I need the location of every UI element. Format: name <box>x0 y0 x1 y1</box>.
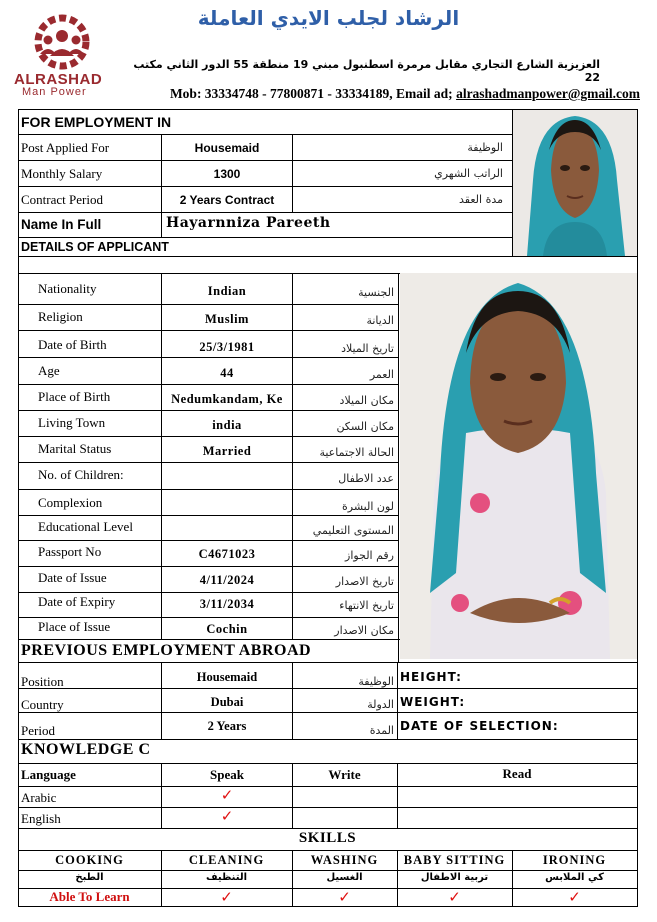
prev-country-value: Dubai <box>210 695 244 709</box>
applicant-label: Marital Status <box>38 441 112 456</box>
skill-check: ✓ <box>568 888 581 906</box>
applicant-value: 44 <box>220 366 234 380</box>
grid-line <box>161 212 162 237</box>
applicant-label-ar: مكان الاصدار <box>334 624 394 637</box>
grid-line <box>18 906 638 907</box>
prev-period-label: Period <box>21 723 55 738</box>
prev-country-ar: الدولة <box>367 698 394 711</box>
skill-check: ✓ <box>448 888 461 906</box>
skills-heading: SKILLS <box>298 830 357 846</box>
applicant-label: Age <box>38 363 60 378</box>
applicant-label-ar: الديانة <box>366 314 394 327</box>
applicant-label: No. of Children: <box>38 467 124 482</box>
skill-check: ✓ <box>338 888 351 906</box>
applicant-photo-small <box>513 110 637 256</box>
grid-line <box>18 850 638 851</box>
applicant-value: 3/11/2034 <box>199 597 255 611</box>
grid-line <box>18 436 398 437</box>
grid-line <box>18 617 398 618</box>
monthly-salary-value: 1300 <box>213 167 241 181</box>
grid-line <box>292 662 293 739</box>
skill-column-header: CLEANING <box>188 853 265 867</box>
applicant-label: Complexion <box>38 495 103 510</box>
skill-column-header: WASHING <box>310 853 379 867</box>
name-in-full-label: Name In Full <box>21 217 102 232</box>
applicant-label-ar: مكان السكن <box>336 420 394 433</box>
applicant-label: Living Town <box>38 415 106 430</box>
applicant-heading: DETAILS OF APPLICANT <box>21 240 169 254</box>
weight-label: WEIGHT: <box>400 695 466 709</box>
grid-line <box>18 515 398 516</box>
prev-country-label: Country <box>21 697 64 712</box>
grid-line <box>18 807 638 808</box>
applicant-value: india <box>212 418 242 432</box>
applicant-label-ar: العمر <box>369 368 394 381</box>
grid-line <box>18 662 638 663</box>
applicant-label: Place of Birth <box>38 389 111 404</box>
applicant-label: Passport No <box>38 544 102 559</box>
company-title-arabic: الرشاد لجلب الايدي العاملة <box>197 6 460 30</box>
post-applied-ar: الوظيفة <box>467 141 503 154</box>
col-write: Write <box>328 767 361 782</box>
grid-line <box>18 763 638 764</box>
applicant-label-ar: المستوى التعليمي <box>312 524 394 537</box>
employment-heading: FOR EMPLOYMENT IN <box>21 114 172 130</box>
grid-line <box>292 134 293 212</box>
applicant-label: Date of Birth <box>38 337 107 352</box>
grid-line <box>18 212 512 213</box>
prev-position-label: Position <box>21 674 64 689</box>
skill-column-header: BABY SITTING <box>403 853 506 867</box>
post-applied-label: Post Applied For <box>21 140 110 155</box>
applicant-value: 4/11/2024 <box>199 573 255 587</box>
skill-column-header-ar: الغسيل <box>326 872 363 883</box>
contract-period-label: Contract Period <box>21 192 103 207</box>
applicant-label: Religion <box>38 309 83 324</box>
cooking-value: Able To Learn <box>49 889 130 904</box>
logo-subtitle: Man Power <box>22 86 87 98</box>
skill-column-header: COOKING <box>55 853 124 867</box>
english-speak-check: ✓ <box>220 807 234 825</box>
applicant-value: Indian <box>207 284 247 298</box>
arabic-speak-check: ✓ <box>220 786 234 804</box>
grid-line <box>18 786 638 787</box>
applicant-label: Educational Level <box>38 519 133 534</box>
grid-line <box>18 330 398 331</box>
previous-employment-heading: PREVIOUS EMPLOYMENT ABROAD <box>21 642 312 659</box>
lang-english-label: English <box>21 811 61 826</box>
applicant-label-ar: عدد الاطفال <box>338 472 394 485</box>
applicant-value: Married <box>202 444 252 458</box>
applicant-label: Nationality <box>38 281 97 296</box>
contract-period-value: 2 Years Contract <box>179 193 275 207</box>
grid-line <box>18 712 638 713</box>
monthly-salary-ar: الراتب الشهري <box>434 167 503 180</box>
applicant-value: 25/3/1981 <box>199 340 255 354</box>
grid-line <box>18 828 638 829</box>
grid-line <box>18 410 398 411</box>
grid-line <box>18 237 512 238</box>
grid-line <box>18 489 398 490</box>
lang-arabic-label: Arabic <box>21 790 57 805</box>
applicant-label: Place of Issue <box>38 619 111 634</box>
grid-line <box>18 688 638 689</box>
applicant-label: Date of Expiry <box>38 594 116 609</box>
applicant-label: Date of Issue <box>38 570 107 585</box>
contact-phones: Mob: 33334748 - 77800871 - 33334189, Email ad; <box>169 86 457 101</box>
grid-line <box>18 186 512 187</box>
name-in-full-value: Hayarnniza Pareeth <box>166 215 331 231</box>
grid-line <box>397 662 398 739</box>
applicant-label-ar: الجنسية <box>358 286 394 299</box>
skill-column-header-ar: تربية الاطفال <box>420 872 489 883</box>
skill-column-header-ar: كي الملابس <box>545 872 604 883</box>
grid-line <box>18 160 512 161</box>
grid-line <box>18 256 638 257</box>
prev-position-ar: الوظيفة <box>358 675 394 688</box>
applicant-label-ar: تاريخ الاصدار <box>335 575 394 588</box>
knowledge-heading: KNOWLEDGE C <box>21 741 151 758</box>
logo-name: ALRASHAD <box>14 71 103 88</box>
grid-line <box>18 357 398 358</box>
grid-line <box>18 134 512 135</box>
col-speak: Speak <box>210 767 244 782</box>
grid-line <box>18 540 398 541</box>
skill-column-header-ar: الطبخ <box>75 872 104 883</box>
grid-line <box>292 273 293 639</box>
grid-line <box>18 739 638 740</box>
skill-column-header-ar: التنظيف <box>205 872 248 883</box>
applicant-value: C4671023 <box>198 547 256 561</box>
applicant-label-ar: رقم الجواز <box>345 549 394 562</box>
applicant-value: Muslim <box>205 312 249 326</box>
col-read: Read <box>502 766 532 781</box>
grid-line <box>18 566 398 567</box>
prev-position-value: Housemaid <box>196 670 258 684</box>
grid-line <box>18 384 398 385</box>
post-applied-value: Housemaid <box>194 141 260 155</box>
contract-period-ar: مدة العقد <box>459 193 503 206</box>
monthly-salary-label: Monthly Salary <box>21 166 103 181</box>
company-address-arabic: العزيزية الشارع التجاري مقابل مرمرة اسطنبول مبني 19 منطقة 55 الدور الثاني مكتب 22 <box>133 58 600 84</box>
date-of-selection-label: DATE OF SELECTION: <box>400 719 559 733</box>
applicant-label-ar: لون البشرة <box>342 500 394 513</box>
applicant-label-ar: تاريخ الميلاد <box>341 342 394 355</box>
applicant-photo-large <box>400 273 637 659</box>
applicant-label-ar: الحالة الاجتماعية <box>319 446 394 459</box>
applicant-value: Cochin <box>206 622 248 636</box>
skill-check: ✓ <box>220 888 233 906</box>
height-label: HEIGHT: <box>400 670 462 684</box>
applicant-label-ar: تاريخ الانتهاء <box>339 599 394 612</box>
col-language: Language <box>21 767 76 782</box>
grid-line <box>398 273 399 662</box>
grid-line <box>18 870 638 871</box>
contact-email[interactable]: alrashadmanpower@gmail.com <box>456 86 640 101</box>
applicant-label-ar: مكان الميلاد <box>339 394 394 407</box>
prev-period-value: 2 Years <box>207 719 247 733</box>
skill-column-header: IRONING <box>542 853 607 867</box>
applicant-value: Nedumkandam, Ke <box>171 392 283 406</box>
contact-line <box>100 86 640 102</box>
grid-line <box>18 304 398 305</box>
grid-line <box>18 592 398 593</box>
prev-period-ar: المدة <box>369 724 394 737</box>
grid-line <box>18 462 398 463</box>
